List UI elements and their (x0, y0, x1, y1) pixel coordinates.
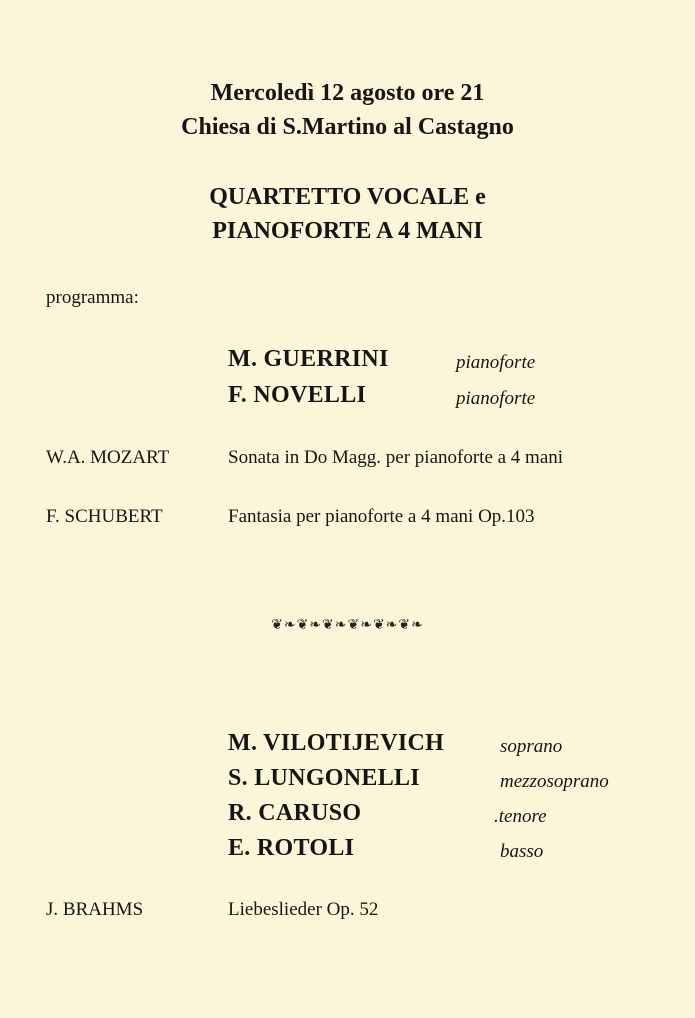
performer-name: R. CARUSO (228, 800, 362, 826)
performer-role: pianoforte (456, 388, 536, 409)
event-date-time: Mercoledì 12 agosto ore 21 (210, 80, 485, 106)
event-venue: Chiesa di S.Martino al Castagno (181, 114, 514, 140)
performer-name: M. VILOTIJEVICH (228, 730, 445, 756)
programma-label: programma: (46, 287, 139, 308)
performer-role: soprano (500, 736, 563, 757)
work-title: Fantasia per pianoforte a 4 mani Op.103 (228, 506, 535, 527)
work-title: Sonata in Do Magg. per pianoforte a 4 mani (228, 447, 564, 468)
composer-name: F. SCHUBERT (46, 506, 163, 527)
performer-name: M. GUERRINI (228, 346, 389, 372)
performer-role: pianoforte (456, 352, 536, 373)
ensemble-title-line2: PIANOFORTE A 4 MANI (212, 218, 483, 244)
ensemble-title-line1: QUARTETTO VOCALE e (209, 184, 486, 210)
ornamental-divider: ❦❧❦❧❦❧❦❧❦❧❦❧ (271, 618, 424, 633)
performer-role: mezzosoprano (500, 771, 609, 792)
composer-name: W.A. MOZART (46, 447, 170, 468)
performer-role: .tenore (494, 806, 547, 827)
composer-name: J. BRAHMS (46, 899, 144, 920)
performer-name: F. NOVELLI (228, 382, 367, 408)
performer-name: E. ROTOLI (228, 835, 355, 861)
performer-role: basso (500, 841, 544, 862)
work-title: Liebeslieder Op. 52 (228, 899, 379, 920)
performer-name: S. LUNGONELLI (228, 765, 420, 791)
